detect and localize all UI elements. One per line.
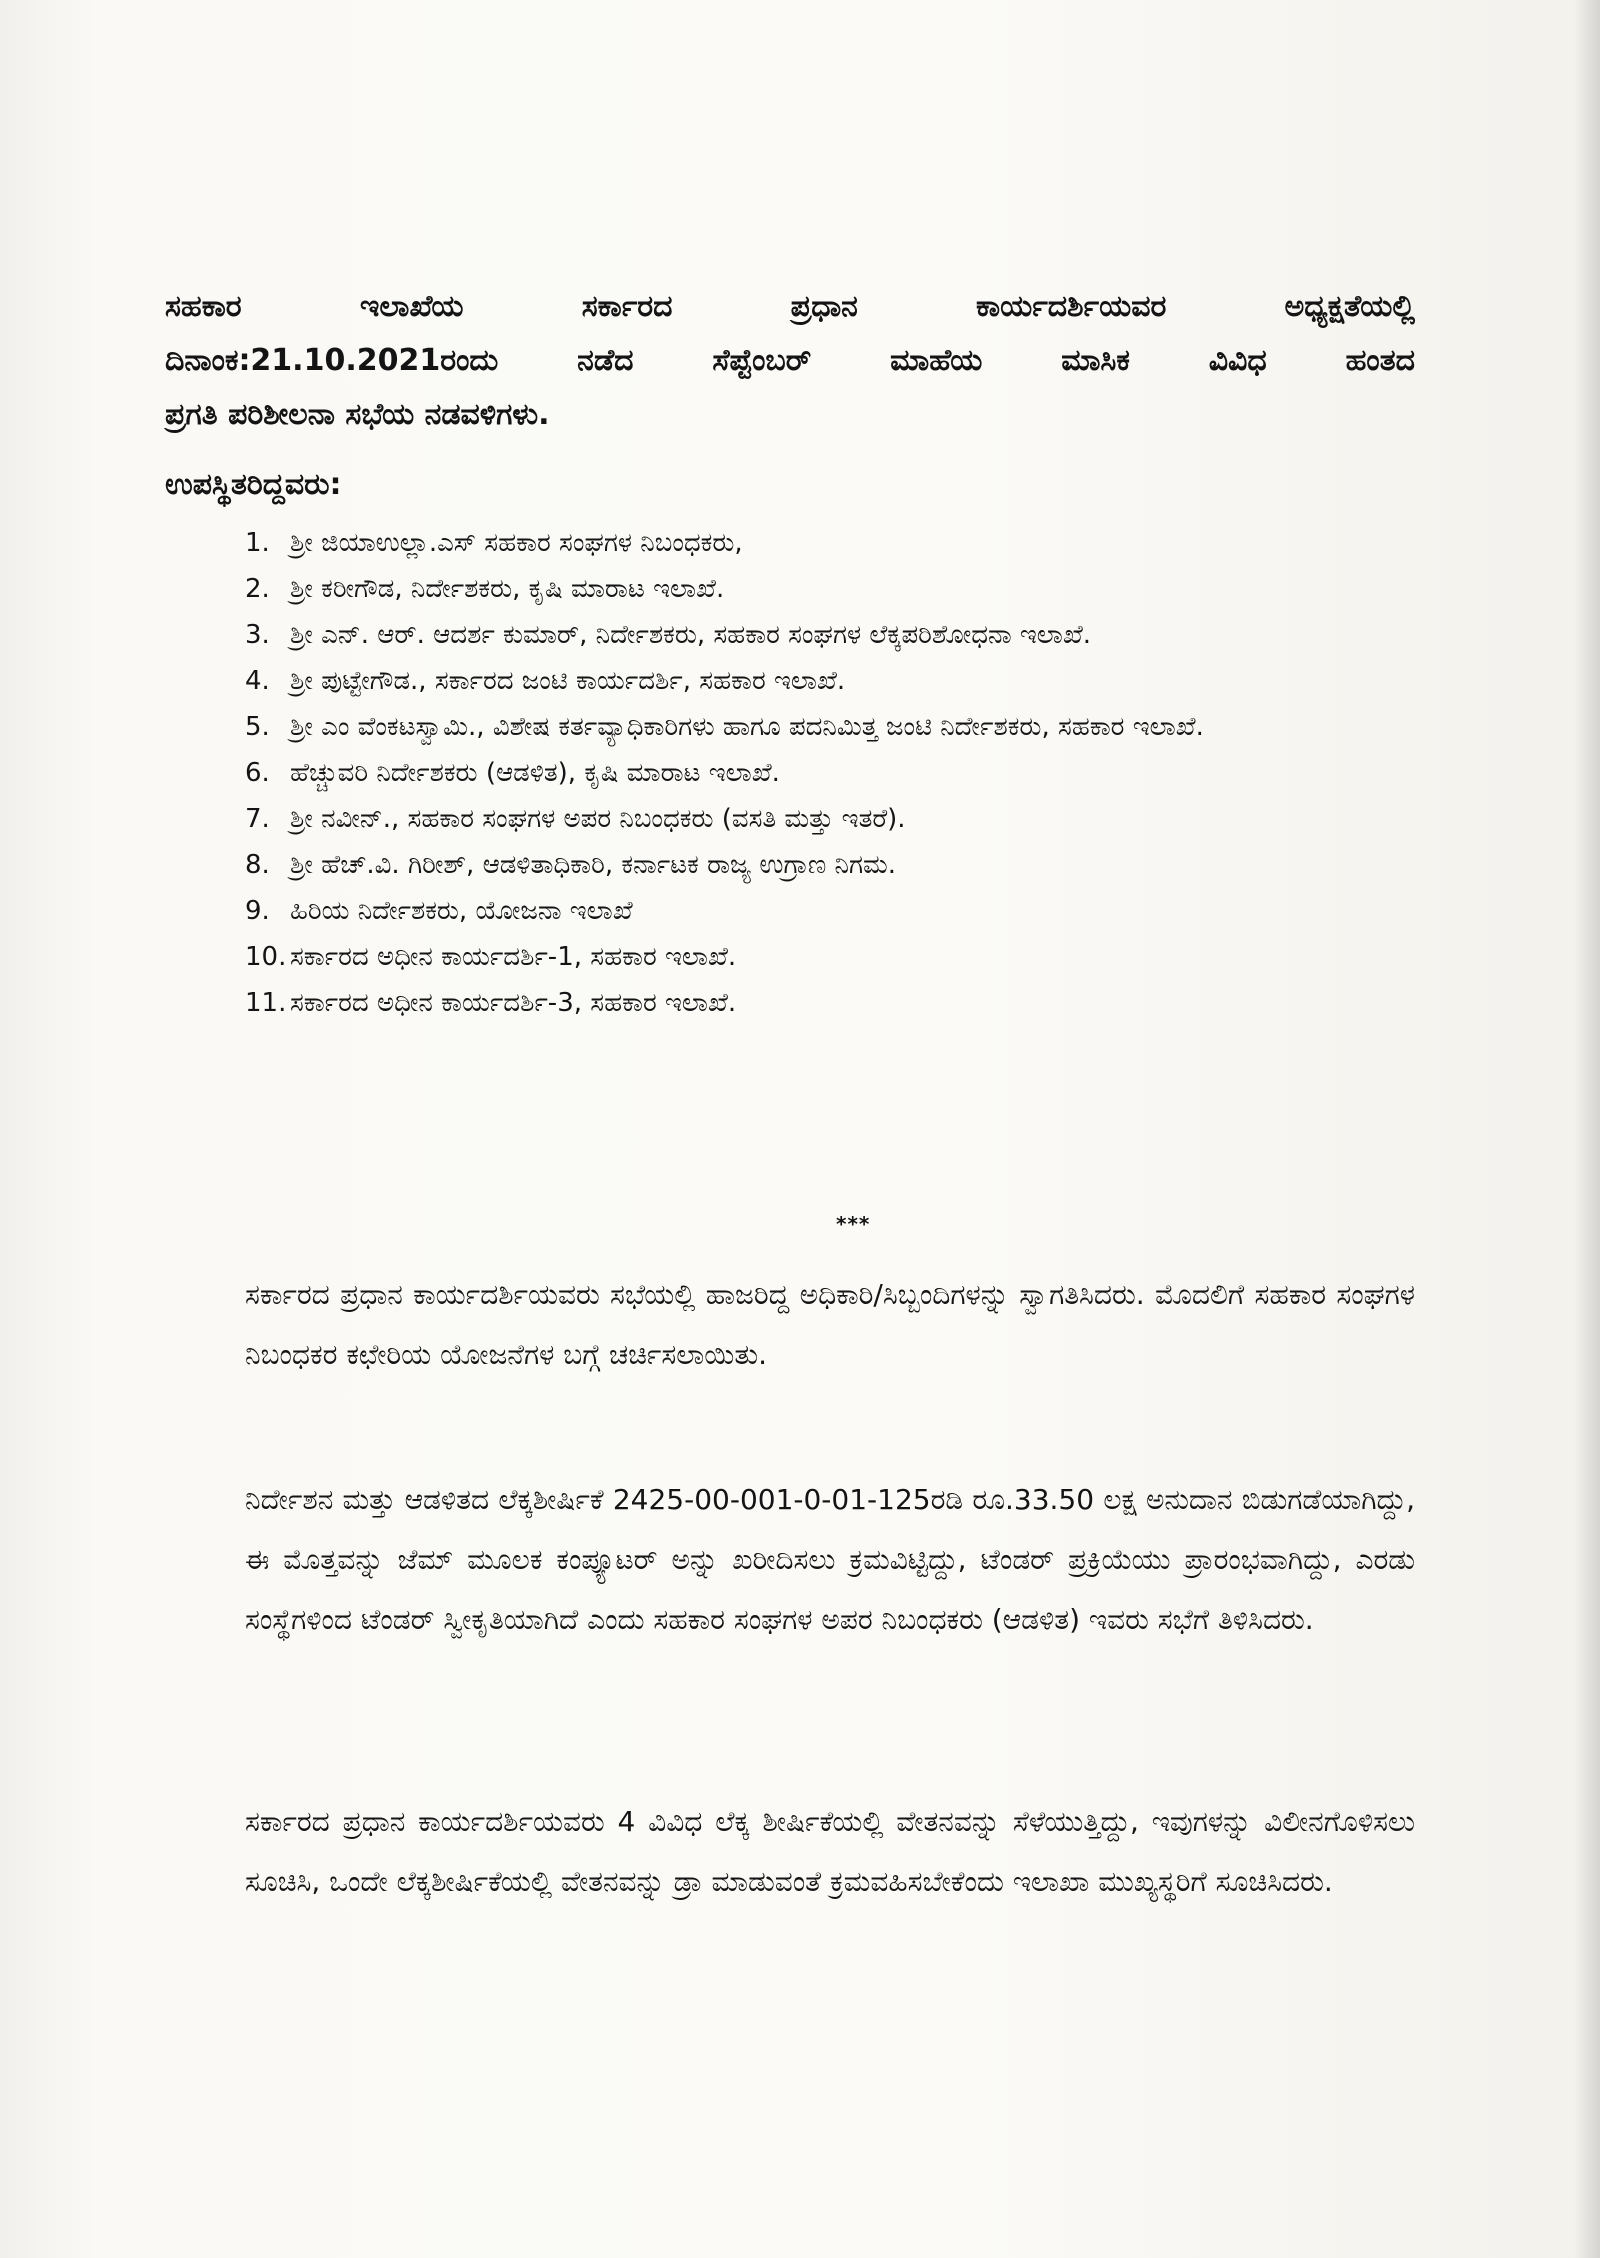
list-item [245,704,1405,750]
attendees-list [245,520,1405,1026]
list-item-text: ಹಿರಿಯ ನಿರ್ದೇಶಕರು, ಯೋಜನಾ ಇಲಾಖೆ [290,896,633,926]
list-item-number: 8. [245,850,270,880]
list-item-number: 5. [245,712,270,742]
list-item [245,566,1405,612]
paragraph-grant [165,1470,1415,1650]
list-item [245,934,1405,980]
document-heading [165,280,1415,442]
heading-line: ಸಹಕಾರ ಇಲಾಖೆಯ ಸರ್ಕಾರದ ಪ್ರಧಾನ ಕಾರ್ಯದರ್ಶಿಯವರ ಅಧ್ಯಕ್ಷತೆಯಲ್ಲಿ [165,289,1415,324]
list-item-text: ಸರ್ಕಾರದ ಅಧೀನ ಕಾರ್ಯದರ್ಶಿ-1, ಸಹಕಾರ ಇಲಾಖೆ. [290,942,737,972]
list-item-number: 7. [245,804,270,834]
list-item-text: ಶ್ರೀ ಕರೀಗೌಡ, ನಿರ್ದೇಶಕರು, ಕೃಷಿ ಮಾರಾಟ ಇಲಾಖೆ. [290,574,725,604]
list-item [245,658,1405,704]
list-item-text: ಶ್ರೀ ಹೆಚ್.ವಿ. ಗಿರೀಶ್, ಆಡಳಿತಾಧಿಕಾರಿ, ಕರ್ನಾಟಕ ರಾಜ್ಯ ಉಗ್ರಾಣ ನಿಗಮ. [290,850,897,880]
list-item-number: 4. [245,666,270,696]
paragraph-salary [165,1792,1415,1912]
paragraph-text: ಸರ್ಕಾರದ ಪ್ರಧಾನ ಕಾರ್ಯದರ್ಶಿಯವರು 4 ವಿವಿಧ ಲೆಕ್ಕ ಶೀರ್ಷಿಕೆಯಲ್ಲಿ ವೇತನವನ್ನು ಸೆಳೆಯುತ್ತಿದ್ದು, ಇವುಗಳನ್ನು ವಿಲೀನಗೊಳಿಸಲು ಸೂಚಿಸಿ, ಒಂದೇ ಲೆಕ್ಕಶೀರ್ಷಿಕೆಯಲ್ಲಿ ವೇತನವನ್ನು ಡ್ರಾ ಮಾಡುವಂತೆ ಕ್ರಮವಹಿಸಬೇಕೆಂದು ಇಲಾಖಾ ಮುಖ್ಯಸ್ಥರಿಗೆ ಸೂಚಿಸಿದರು. [245,1805,1415,1898]
paragraph-text: ಸರ್ಕಾರದ ಪ್ರಧಾನ ಕಾರ್ಯದರ್ಶಿಯವರು ಸಭೆಯಲ್ಲಿ ಹಾಜರಿದ್ದ ಅಧಿಕಾರಿ/ಸಿಬ್ಬಂದಿಗಳನ್ನು ಸ್ವಾಗತಿಸಿದರು. ಮೊದಲಿಗೆ ಸಹಕಾರ ಸಂಘಗಳ ನಿಬಂಧಕರ ಕಛೇರಿಯ ಯೋಜನೆಗಳ ಬಗ್ಗೆ ಚರ್ಚಿಸಲಾಯಿತು. [245,1278,1415,1371]
list-item [245,888,1405,934]
list-item-text: ಹೆಚ್ಚುವರಿ ನಿರ್ದೇಶಕರು (ಆಡಳಿತ), ಕೃಷಿ ಮಾರಾಟ ಇಲಾಖೆ. [290,758,780,788]
list-item-number: 11. [245,988,287,1018]
heading-line: ದಿನಾಂಕ:21.10.2021ರಂದು ನಡೆದ ಸೆಪ್ಟೆಂಬರ್ ಮಾಹೆಯ ಮಾಸಿಕ ವಿವಿಧ ಹಂತದ [165,343,1415,378]
list-item [245,750,1405,796]
list-item [245,796,1405,842]
page-edge-shadow [1574,0,1600,2258]
list-item-text: ಶ್ರೀ ಎನ್. ಆರ್. ಆದರ್ಶ ಕುಮಾರ್, ನಿರ್ದೇಶಕರು, ಸಹಕಾರ ಸಂಘಗಳ ಲೆಕ್ಕಪರಿಶೋಧನಾ ಇಲಾಖೆ. [290,620,1092,650]
heading-line: ಪ್ರಗತಿ ಪರಿಶೀಲನಾ ಸಭೆಯ ನಡವಳಿಗಳು. [165,397,550,432]
paragraph-text: ನಿರ್ದೇಶನ ಮತ್ತು ಆಡಳಿತದ ಲೆಕ್ಕಶೀರ್ಷಿಕೆ 2425-00-001-0-01-125ರಡಿ ರೂ.33.50 ಲಕ್ಷ ಅನುದಾನ ಬಿಡುಗಡೆಯಾಗಿದ್ದು, ಈ ಮೊತ್ತವನ್ನು ಜೆಮ್ ಮೂಲಕ ಕಂಪ್ಯೂಟರ್ ಅನ್ನು ಖರೀದಿಸಲು ಕ್ರಮವಿಟ್ಟಿದ್ದು, ಟೆಂಡರ್ ಪ್ರಕ್ರಿಯೆಯು ಪ್ರಾರಂಭವಾಗಿದ್ದು, ಎರಡು ಸಂಸ್ಥೆಗಳಿಂದ ಟೆಂಡರ್ ಸ್ವೀಕೃತಿಯಾಗಿದೆ ಎಂದು ಸಹಕಾರ ಸಂಘಗಳ ಅಪರ ನಿಬಂಧಕರು (ಆಡಳಿತ) ಇವರು ಸಭೆಗೆ ತಿಳಿಸಿದರು. [245,1483,1415,1636]
list-item-number: 6. [245,758,270,788]
list-item [245,980,1405,1026]
attendees-label: ಉಪಸ್ಥಿತರಿದ್ದವರು: [165,467,342,502]
list-item [245,520,1405,566]
list-item-number: 2. [245,574,270,604]
list-item-number: 1. [245,528,270,558]
list-item-text: ಶ್ರೀ ಎಂ ವೆಂಕಟಸ್ವಾಮಿ., ವಿಶೇಷ ಕರ್ತವ್ಯಾಧಿಕಾರಿಗಳು ಹಾಗೂ ಪದನಿಮಿತ್ತ ಜಂಟಿ ನಿರ್ದೇಶಕರು, ಸಹಕಾರ ಇಲಾಖೆ. [290,712,1204,742]
list-item-number: 10. [245,942,287,972]
list-item-text: ಶ್ರೀ ಪುಟ್ಟೇಗೌಡ., ಸರ್ಕಾರದ ಜಂಟಿ ಕಾರ್ಯದರ್ಶಿ, ಸಹಕಾರ ಇಲಾಖೆ. [290,666,846,696]
list-item-text: ಶ್ರೀ ನವೀನ್., ಸಹಕಾರ ಸಂಘಗಳ ಅಪರ ನಿಬಂಧಕರು (ವಸತಿ ಮತ್ತು ಇತರೆ). [290,804,906,834]
list-item-text: ಸರ್ಕಾರದ ಅಧೀನ ಕಾರ್ಯದರ್ಶಿ-3, ಸಹಕಾರ ಇಲಾಖೆ. [290,988,737,1018]
list-item-number: 9. [245,896,270,926]
section-separator: *** [836,1212,871,1236]
list-item [245,612,1405,658]
list-item-text: ಶ್ರೀ ಜಿಯಾಉಲ್ಲಾ.ಎಸ್ ಸಹಕಾರ ಸಂಘಗಳ ನಿಬಂಧಕರು, [290,528,743,558]
list-item [245,842,1405,888]
list-item-number: 3. [245,620,270,650]
paragraph-welcome [165,1265,1415,1385]
